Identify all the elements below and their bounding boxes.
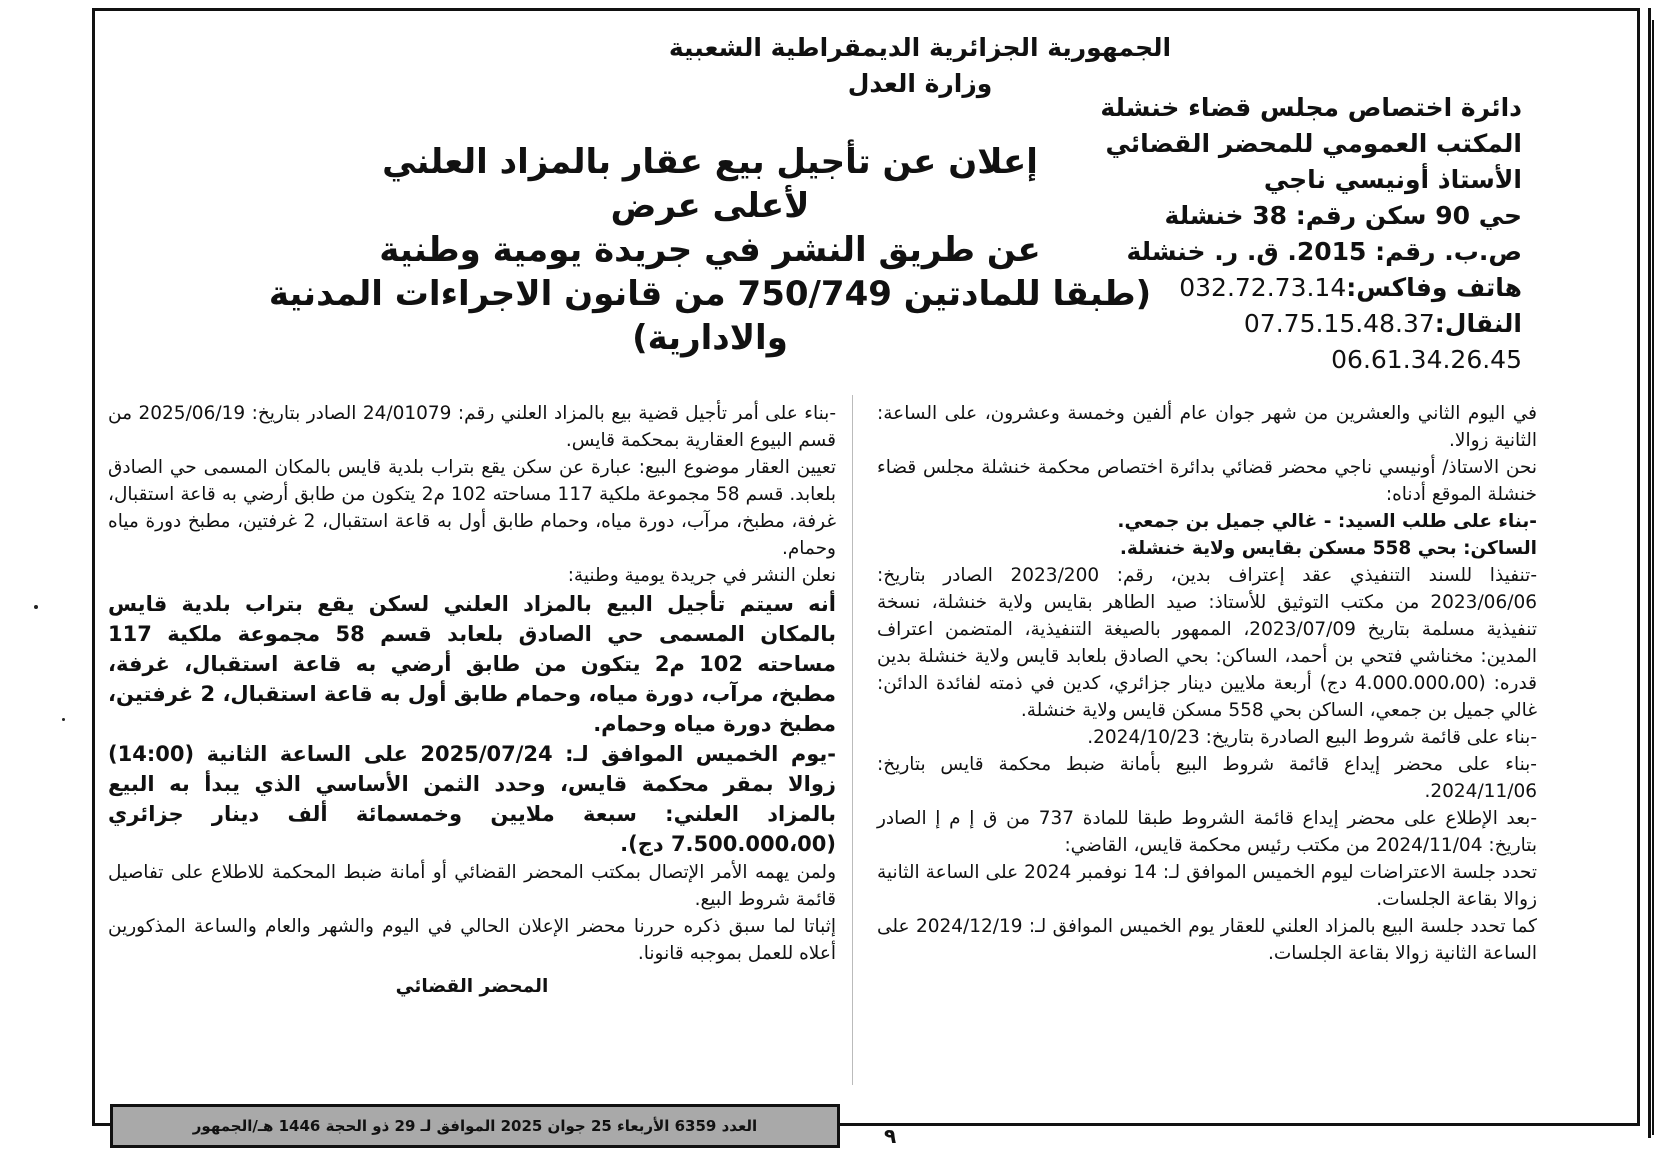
paragraph-sale-session: كما تحدد جلسة البيع بالمزاد العلني للعقار يوم الخميس الموافق لـ: 2024/12/19 على الساعة الثانية زوالا بقاعة الجلسات.: [877, 916, 1537, 964]
paragraph-applicant: -بناء على طلب السيد: - غالي جميل بن جمعي.: [1117, 511, 1537, 532]
paragraph-sale-date: -يوم الخميس الموافق لـ: 2025/07/24 على الساعة الثانية (14:00) زوالا بمقر محكمة قايس، وحدد الثمن الأساسي الذي يبدأ به البيع بالمزاد العلني: سبعة ملايين وخمسمائة ألف دينار جزائري (7.500.000،00 دج).: [108, 742, 836, 856]
paragraph-enforcement: -تنفيذا للسند التنفيذي عقد إعتراف بدين، رقم: 2023/200 الصادر بتاريخ: 2023/06/06 من مكتب التوثيق للأستاذ: صيد الطاهر بقايس ولاية خنشلة، نسخة تنفيذية مسلمة بتاريخ 2023/07/09، الممهور بالصيغة التنفيذية، المتضمن اعتراف المدين: مخناشي فتحي بن أحمد، الساكن: بحي الصادق بلعابد قايس ولاية خنشلة بدين قدره: (4.000.000،00 دج) أربعة ملايين دينار جزائري، كدين في ذمته لفائدة الدائن: غالي جميل بن جمعي، الساكن بحي 558 مسكن قايس ولاية خنشلة.: [877, 565, 1538, 721]
republic-name: الجمهورية الجزائرية الديمقراطية الشعبية: [668, 33, 1172, 62]
title-line-1: إعلان عن تأجيل بيع عقار بالمزاد العلني: [382, 142, 1038, 182]
left-column: [108, 400, 836, 1000]
scan-speck: [34, 605, 38, 609]
scan-speck: [62, 718, 65, 721]
notice-title: [200, 140, 1220, 360]
title-line-3: عن طريق النشر في جريدة يومية وطنية: [379, 230, 1041, 270]
page-edge-rule: [1648, 8, 1651, 1138]
paragraph-bailiff: نحن الاستاذ/ أونيسي ناجي محضر قضائي بدائرة اختصاص محكمة خنشلة مجلس قضاء خنشلة الموقع أدناه:: [877, 457, 1537, 505]
po-box: ص.ب. رقم: 2015. ق. ر. خنشلة: [1126, 237, 1522, 266]
paragraph-date: في اليوم الثاني والعشرين من شهر جوان عام ألفين وخمسة وعشرون، على الساعة: الثانية زوالا.: [877, 403, 1537, 451]
paragraph-review: -بعد الإطلاع على محضر إيداع قائمة الشروط طبقا للمادة 737 من ق إ م إ الصادر بتاريخ: 2024/11/04 من مكتب رئيس محكمة قايس، القاضي:: [877, 808, 1537, 856]
column-divider: [852, 395, 853, 1085]
right-column: [877, 400, 1537, 967]
mobile-number-1: 07.75.15.48.37: [1243, 309, 1435, 338]
paragraph-residence: الساكن: بحي 558 مسكن بقايس ولاية خنشلة.: [1119, 538, 1537, 559]
title-line-4: (طبقا للمادتين 750/749 من قانون الاجراءات المدنية والادارية): [268, 274, 1152, 358]
paragraph-contact: ولمن يهمه الأمر الإتصال بمكتب المحضر القضائي أو أمانة ضبط المحكمة للاطلاع على تفاصيل قائمة شروط البيع.: [108, 862, 836, 910]
office-name: المكتب العمومي للمحضر القضائي: [1105, 129, 1522, 158]
paragraph-deposit: -بناء على محضر إيداع قائمة شروط البيع بأمانة ضبط محكمة قايس بتاريخ: 2024/11/06.: [877, 754, 1537, 802]
signature: المحضر القضائي: [395, 976, 549, 997]
page-edge-rule-inner: [1652, 20, 1654, 1135]
paragraph-postponement-order: -بناء على أمر تأجيل قضية بيع بالمزاد العلني رقم: 24/01079 الصادر بتاريخ: 2025/06/19 من قسم البيوع العقارية بمحكمة قايس.: [108, 403, 836, 451]
paragraph-conditions: -بناء على قائمة شروط البيع الصادرة بتاريخ: 2024/10/23.: [1087, 727, 1537, 748]
issue-footer: العدد 6359 الأربعاء 25 جوان 2025 الموافق لـ 29 ذو الحجة 1446 هـ/الجمهور: [110, 1104, 840, 1148]
office-address: حي 90 سكن رقم: 38 خنشلة: [1164, 201, 1522, 230]
page-mark: ٩: [884, 1124, 897, 1148]
ministry-name: وزارة العدل: [847, 69, 993, 98]
phone-label: هاتف وفاكس:: [1346, 273, 1522, 302]
paragraph-objections: تحدد جلسة الاعتراضات ليوم الخميس الموافق لـ: 14 نوفمبر 2024 على الساعة الثانية زوالا بقاعة الجلسات.: [877, 862, 1538, 910]
paragraph-publication: نعلن النشر في جريدة يومية وطنية:: [567, 565, 836, 586]
mobile-label: النقال:: [1434, 309, 1522, 338]
phone-number: 032.72.73.14: [1179, 273, 1347, 302]
paragraph-property: تعيين العقار موضوع البيع: عبارة عن سكن يقع بتراب بلدية قايس بالمكان المسمى حي الصادق بلعابد. قسم 58 مجموعة ملكية 117 مساحته 102 م2 يتكون من طابق أرضي به قاعة استقبال، غرفة، مطبخ، مرآب، دورة مياه، وحمام طابق أول به قاعة استقبال، 2 غرفتين، مطبخ دورة مياه وحمام.: [108, 457, 836, 559]
paragraph-attestation: إثباتا لما سبق ذكره حررنا محضر الإعلان الحالي في اليوم والشهر والعام والساعة المذكورين أعلاه للعمل بموجبه قانونا.: [108, 916, 836, 964]
mobile-number-2: 06.61.34.26.45: [1331, 345, 1522, 374]
title-line-2: لأعلى عرض: [610, 186, 810, 226]
jurisdiction: دائرة اختصاص مجلس قضاء خنشلة: [1100, 93, 1522, 122]
paragraph-announcement: أنه سيتم تأجيل البيع بالمزاد العلني لسكن يقع بتراب بلدية قايس بالمكان المسمى حي الصادق بلعابد قسم 58 مجموعة ملكية 117 مساحته 102 م2 يتكون من طابق أرضي به قاعة استقبال، غرفة، مطبخ، مرآب، دورة مياه، وحمام طابق أول به قاعة استقبال، 2 غرفتين، مطبخ دورة مياه وحمام.: [108, 592, 837, 736]
bailiff-name: الأستاذ أونيسي ناجي: [1263, 165, 1522, 194]
